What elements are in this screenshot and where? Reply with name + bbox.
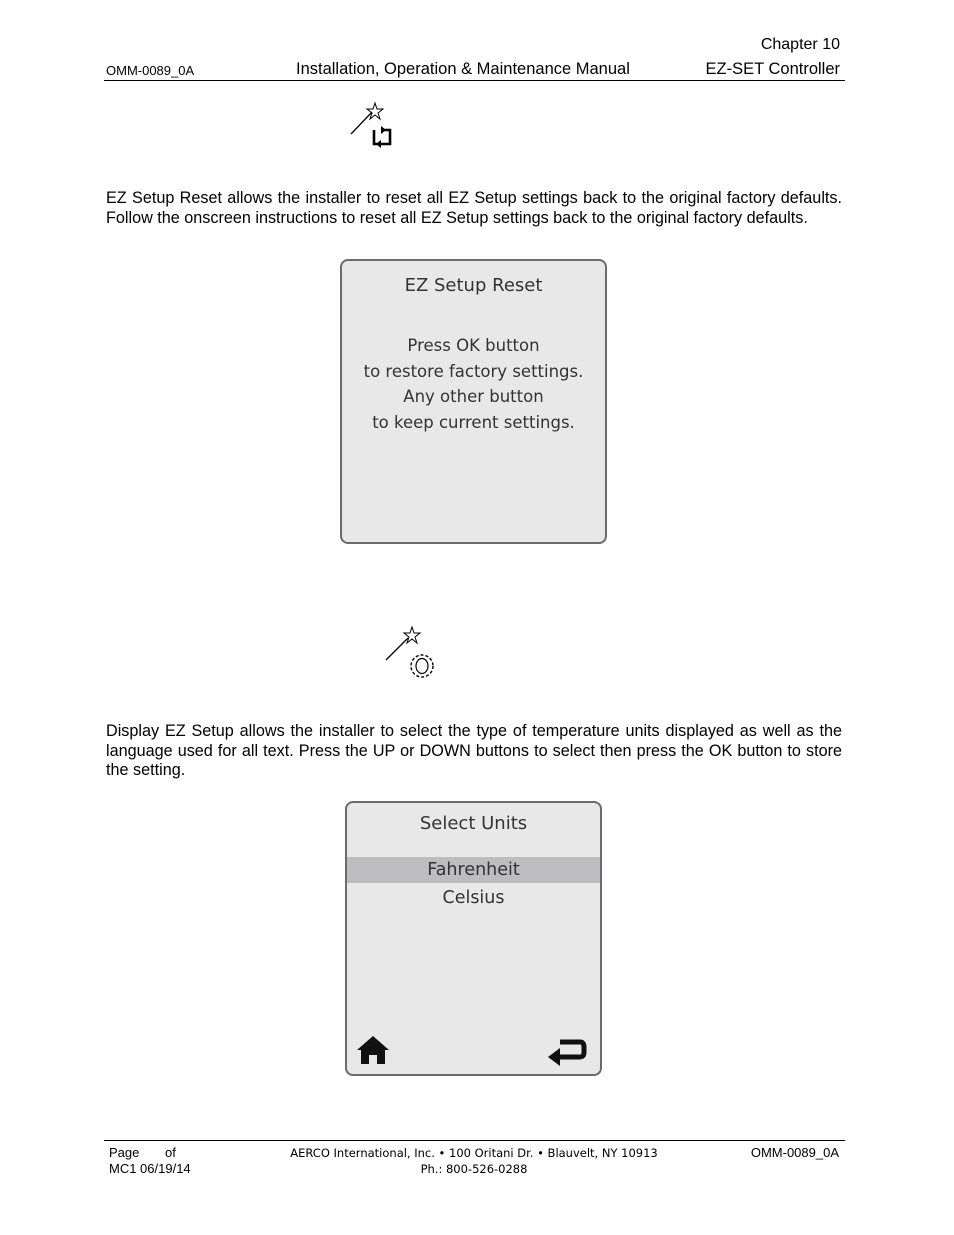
back-arrow-icon[interactable]	[546, 1036, 588, 1066]
page-label: Page	[109, 1145, 140, 1160]
home-icon[interactable]	[356, 1035, 390, 1065]
wand-reset-icon	[348, 100, 398, 152]
chapter-label: Chapter 10	[760, 36, 840, 53]
of-label: of	[165, 1145, 176, 1160]
header-doc-code: OMM-0089_0A	[106, 63, 195, 78]
instruction-line: Press OK button	[407, 336, 540, 355]
select-units-screen	[345, 801, 602, 1076]
header-divider	[104, 80, 845, 81]
company-phone: Ph.: 800-526-0288	[420, 1162, 528, 1176]
ez-setup-reset-description: EZ Setup Reset allows the installer to reset all EZ Setup settings back to the original factory defaults. Follow the onscreen instructions to reset all EZ Setup settings back to the original factory defaults.	[106, 189, 842, 227]
company-address: AERCO International, Inc. • 100 Oritani Dr. • Blauvelt, NY 10913	[290, 1146, 658, 1160]
instruction-line: to keep current settings.	[372, 413, 575, 433]
instruction-line: to restore factory settings.	[363, 361, 584, 381]
footer-divider	[104, 1140, 845, 1141]
screen-instructions	[342, 333, 605, 436]
instruction-line: Any other button	[403, 387, 544, 407]
manual-title: Installation, Operation & Maintenance Manual	[296, 60, 630, 78]
revision-label: MC1 06/19/14	[109, 1161, 191, 1176]
footer-doc-code: OMM-0089_0A	[750, 1145, 839, 1160]
ez-setup-reset-screen	[340, 259, 607, 544]
wand-gear-icon	[384, 624, 434, 684]
product-name: EZ-SET Controller	[705, 60, 840, 78]
option-celsius[interactable]: Celsius	[442, 888, 505, 908]
option-fahrenheit[interactable]: Fahrenheit	[347, 857, 600, 883]
screen-title: Select Units	[419, 813, 528, 834]
display-ez-setup-description: Display EZ Setup allows the installer to select the type of temperature units displayed as well as the language used for all text. Press the UP or DOWN buttons to select then press the OK button to store the setting.	[106, 722, 842, 780]
screen-title: EZ Setup Reset	[404, 275, 543, 296]
